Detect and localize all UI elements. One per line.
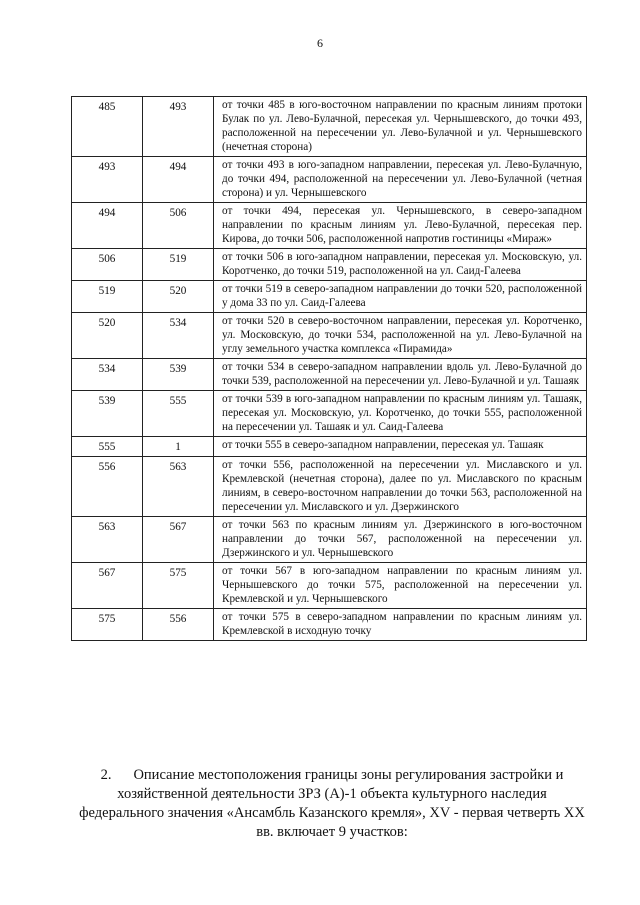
point-from-cell: 556 bbox=[72, 457, 143, 517]
route-description-cell: от точки 575 в северо-западном направлении по красным линиям ул. Кремлевской в исходную точку bbox=[214, 609, 587, 641]
route-description-cell: от точки 567 в юго-западном направлении по красным линиям ул. Чернышевского до точки 575, расположенной на пересечении ул. Кремлевской и ул. Чернышевского bbox=[214, 563, 587, 609]
table-row bbox=[72, 563, 587, 609]
point-to-cell: 519 bbox=[143, 249, 214, 281]
route-description-cell: от точки 506 в юго-западном направлении, пересекая ул. Московскую, ул. Коротченко, до точки 519, расположенной на ул. Саид-Галеева bbox=[214, 249, 587, 281]
table-row bbox=[72, 313, 587, 359]
point-to-cell: 1 bbox=[143, 437, 214, 457]
point-to-cell: 534 bbox=[143, 313, 214, 359]
point-from-cell: 485 bbox=[72, 97, 143, 157]
section-2-paragraph bbox=[78, 766, 586, 842]
point-from-cell: 493 bbox=[72, 157, 143, 203]
point-to-cell: 567 bbox=[143, 517, 214, 563]
point-from-cell: 534 bbox=[72, 359, 143, 391]
table-row bbox=[72, 97, 587, 157]
point-to-cell: 539 bbox=[143, 359, 214, 391]
point-to-cell: 506 bbox=[143, 203, 214, 249]
point-from-cell: 494 bbox=[72, 203, 143, 249]
point-to-cell: 494 bbox=[143, 157, 214, 203]
table-row bbox=[72, 609, 587, 641]
point-from-cell: 567 bbox=[72, 563, 143, 609]
route-description-cell: от точки 539 в юго-западном направлении по красным линиям ул. Ташаяк, пересекая ул. Московскую, ул. Коротченко, до точки 555, расположенной на пересечении ул. Ташаяк и ул. Саид-Галеева bbox=[214, 391, 587, 437]
point-to-cell: 575 bbox=[143, 563, 214, 609]
point-from-cell: 506 bbox=[72, 249, 143, 281]
table-row bbox=[72, 203, 587, 249]
point-to-cell: 520 bbox=[143, 281, 214, 313]
route-description-cell: от точки 556, расположенной на пересечении ул. Миславского и ул. Кремлевской (нечетная сторона), далее по ул. Миславского по красным линиям, в северо-восточном направлении до точки 563, расположенной на пересечении ул. Миславского и ул. Дзержинского bbox=[214, 457, 587, 517]
point-from-cell: 520 bbox=[72, 313, 143, 359]
point-from-cell: 575 bbox=[72, 609, 143, 641]
table-row bbox=[72, 249, 587, 281]
point-to-cell: 556 bbox=[143, 609, 214, 641]
route-description-cell: от точки 494, пересекая ул. Чернышевского, в северо-западном направлении по красным линиям ул. Лево-Булачной, пересекая пер. Кирова, до точки 506, расположенной напротив гостиницы «Мираж» bbox=[214, 203, 587, 249]
page-number: 6 bbox=[317, 36, 323, 50]
route-description-cell: от точки 555 в северо-западном направлении, пересекая ул. Ташаяк bbox=[214, 437, 587, 457]
table-row bbox=[72, 281, 587, 313]
point-from-cell: 555 bbox=[72, 437, 143, 457]
point-to-cell: 563 bbox=[143, 457, 214, 517]
route-description-cell: от точки 520 в северо-восточном направлении, пересекая ул. Коротченко, ул. Московскую, до точки 534, расположенной на ул. Лево-Булачной на углу земельного участка комплекса «Пирамида» bbox=[214, 313, 587, 359]
point-from-cell: 563 bbox=[72, 517, 143, 563]
boundary-points-table bbox=[71, 96, 587, 641]
table-body bbox=[72, 97, 587, 641]
route-description-cell: от точки 519 в северо-западном направлении до точки 520, расположенной у дома 33 по ул. Саид-Галеева bbox=[214, 281, 587, 313]
table-row bbox=[72, 457, 587, 517]
section-number: 2. bbox=[100, 767, 112, 783]
route-description-cell: от точки 493 в юго-западном направлении, пересекая ул. Лево-Булачную, до точки 494, расположенной на пересечении ул. Лево-Булачной (четная сторона) и ул. Чернышевского bbox=[214, 157, 587, 203]
route-description-cell: от точки 563 по красным линиям ул. Дзержинского в юго-восточном направлении до точки 567, расположенной на пересечении ул. Дзержинского и ул. Чернышевского bbox=[214, 517, 587, 563]
point-to-cell: 493 bbox=[143, 97, 214, 157]
point-to-cell: 555 bbox=[143, 391, 214, 437]
table-row bbox=[72, 359, 587, 391]
table-row bbox=[72, 437, 587, 457]
table-row bbox=[72, 517, 587, 563]
route-description-cell: от точки 534 в северо-западном направлении вдоль ул. Лево-Булачной до точки 539, расположенной на пересечении ул. Лево-Булачной и ул. Ташаяк bbox=[214, 359, 587, 391]
point-from-cell: 519 bbox=[72, 281, 143, 313]
table-row bbox=[72, 391, 587, 437]
section-text: Описание местоположения границы зоны регулирования застройки и хозяйственной деятельности ЗРЗ (А)-1 объекта культурного наследия федерального значения «Ансамбль Казанского кремля», XV - первая четверть XX вв. включает 9 участков: bbox=[79, 767, 585, 840]
point-from-cell: 539 bbox=[72, 391, 143, 437]
table-row bbox=[72, 157, 587, 203]
route-description-cell: от точки 485 в юго-восточном направлении по красным линиям протоки Булак по ул. Лево-Булачной, пересекая ул. Чернышевского, до точки 493, расположенной на пересечении ул. Лево-Булачной и ул. Чернышевского (нечетная сторона) bbox=[214, 97, 587, 157]
